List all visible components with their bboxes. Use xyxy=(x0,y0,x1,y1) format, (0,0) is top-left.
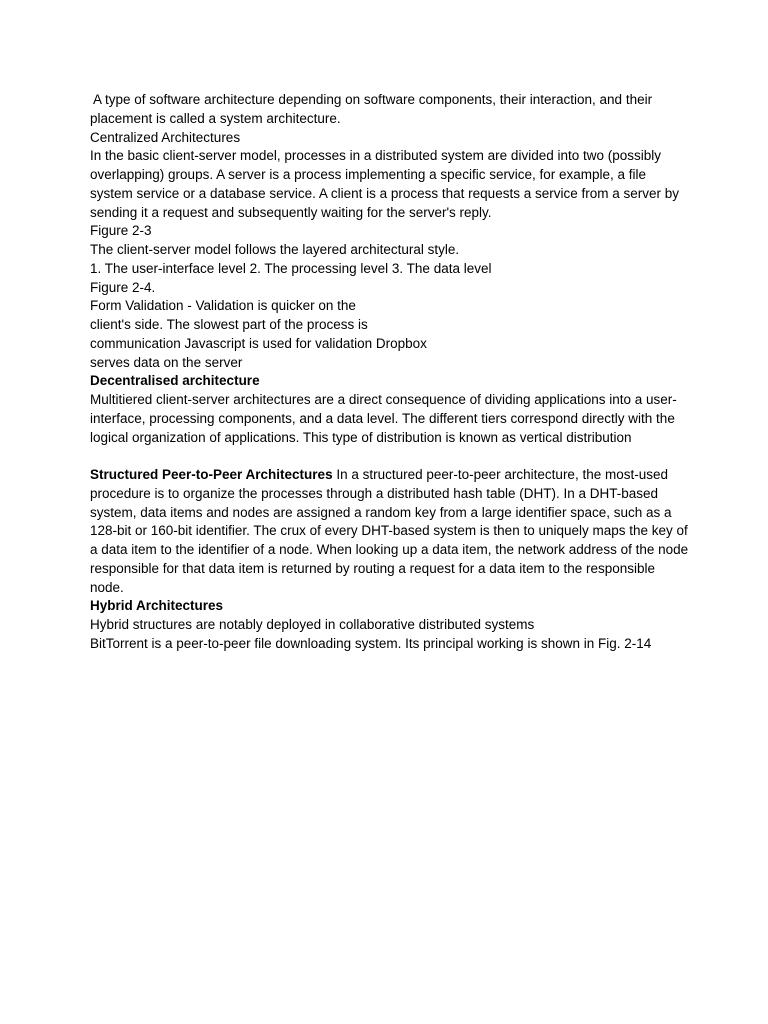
validation-line-3: communication Javascript is used for validation Dropbox xyxy=(90,335,427,351)
hybrid-line-1: Hybrid structures are notably deployed in collaborative distributed systems xyxy=(90,617,535,632)
intro-line-1: A type of software architecture depending on software components, their interaction, and their xyxy=(90,92,653,107)
figure-2-4-label: Figure 2-4. xyxy=(90,279,156,295)
decentralised-heading: Decentralised architecture xyxy=(90,373,260,389)
structured-p2p-paragraph xyxy=(90,466,690,597)
multitiered-paragraph: Multitiered client-server architectures are a direct consequence of dividing applications into a user-interface, processing components, and a data level. The different tiers correspond directly with the logical organization of applications. This type of distribution is known as vertical distribution xyxy=(90,392,677,445)
structured-p2p-text: In a structured peer-to-peer architecture, the most-used procedure is to organize the processes through a distributed hash table (DHT). In a DHT-based system, data items and nodes are assigned a random key from a large identifier space, such as a 128-bit or 160-bit identifier. The crux of every DHT-based system is then to uniquely maps the key of a data item to the identifier of a node. When looking up a data item, the network address of the node responsible for that data item is returned by routing a request for a data item to the responsible node. xyxy=(90,467,689,595)
blank-line xyxy=(90,447,690,466)
centralized-heading: Centralized Architectures xyxy=(90,129,241,145)
validation-line-4: serves data on the server xyxy=(90,354,243,370)
client-server-paragraph: In the basic client-server model, processes in a distributed system are divided into two (possibly overlapping) groups. A server is a process implementing a specific service, for example, a file system service or a database service. A client is a process that requests a service from a server by sending it a request and subsequently waiting for the server's reply. xyxy=(90,148,679,220)
validation-line-1: Form Validation - Validation is quicker on the xyxy=(90,298,356,314)
hybrid-line-2: BitTorrent is a peer-to-peer file downloading system. Its principal working is shown in Fig. 2-14 xyxy=(90,635,652,651)
document-body xyxy=(90,91,690,654)
hybrid-heading: Hybrid Architectures xyxy=(90,598,224,614)
intro-line-2: placement is called a system architecture. xyxy=(90,110,341,126)
layered-style-line: The client-server model follows the layered architectural style. xyxy=(90,242,460,257)
structured-p2p-heading: Structured Peer-to-Peer Architectures xyxy=(90,467,333,482)
validation-line-2: client's side. The slowest part of the process is xyxy=(90,317,368,332)
levels-line: 1. The user-interface level 2. The processing level 3. The data level xyxy=(90,260,492,276)
figure-2-3-label: Figure 2-3 xyxy=(90,223,152,239)
